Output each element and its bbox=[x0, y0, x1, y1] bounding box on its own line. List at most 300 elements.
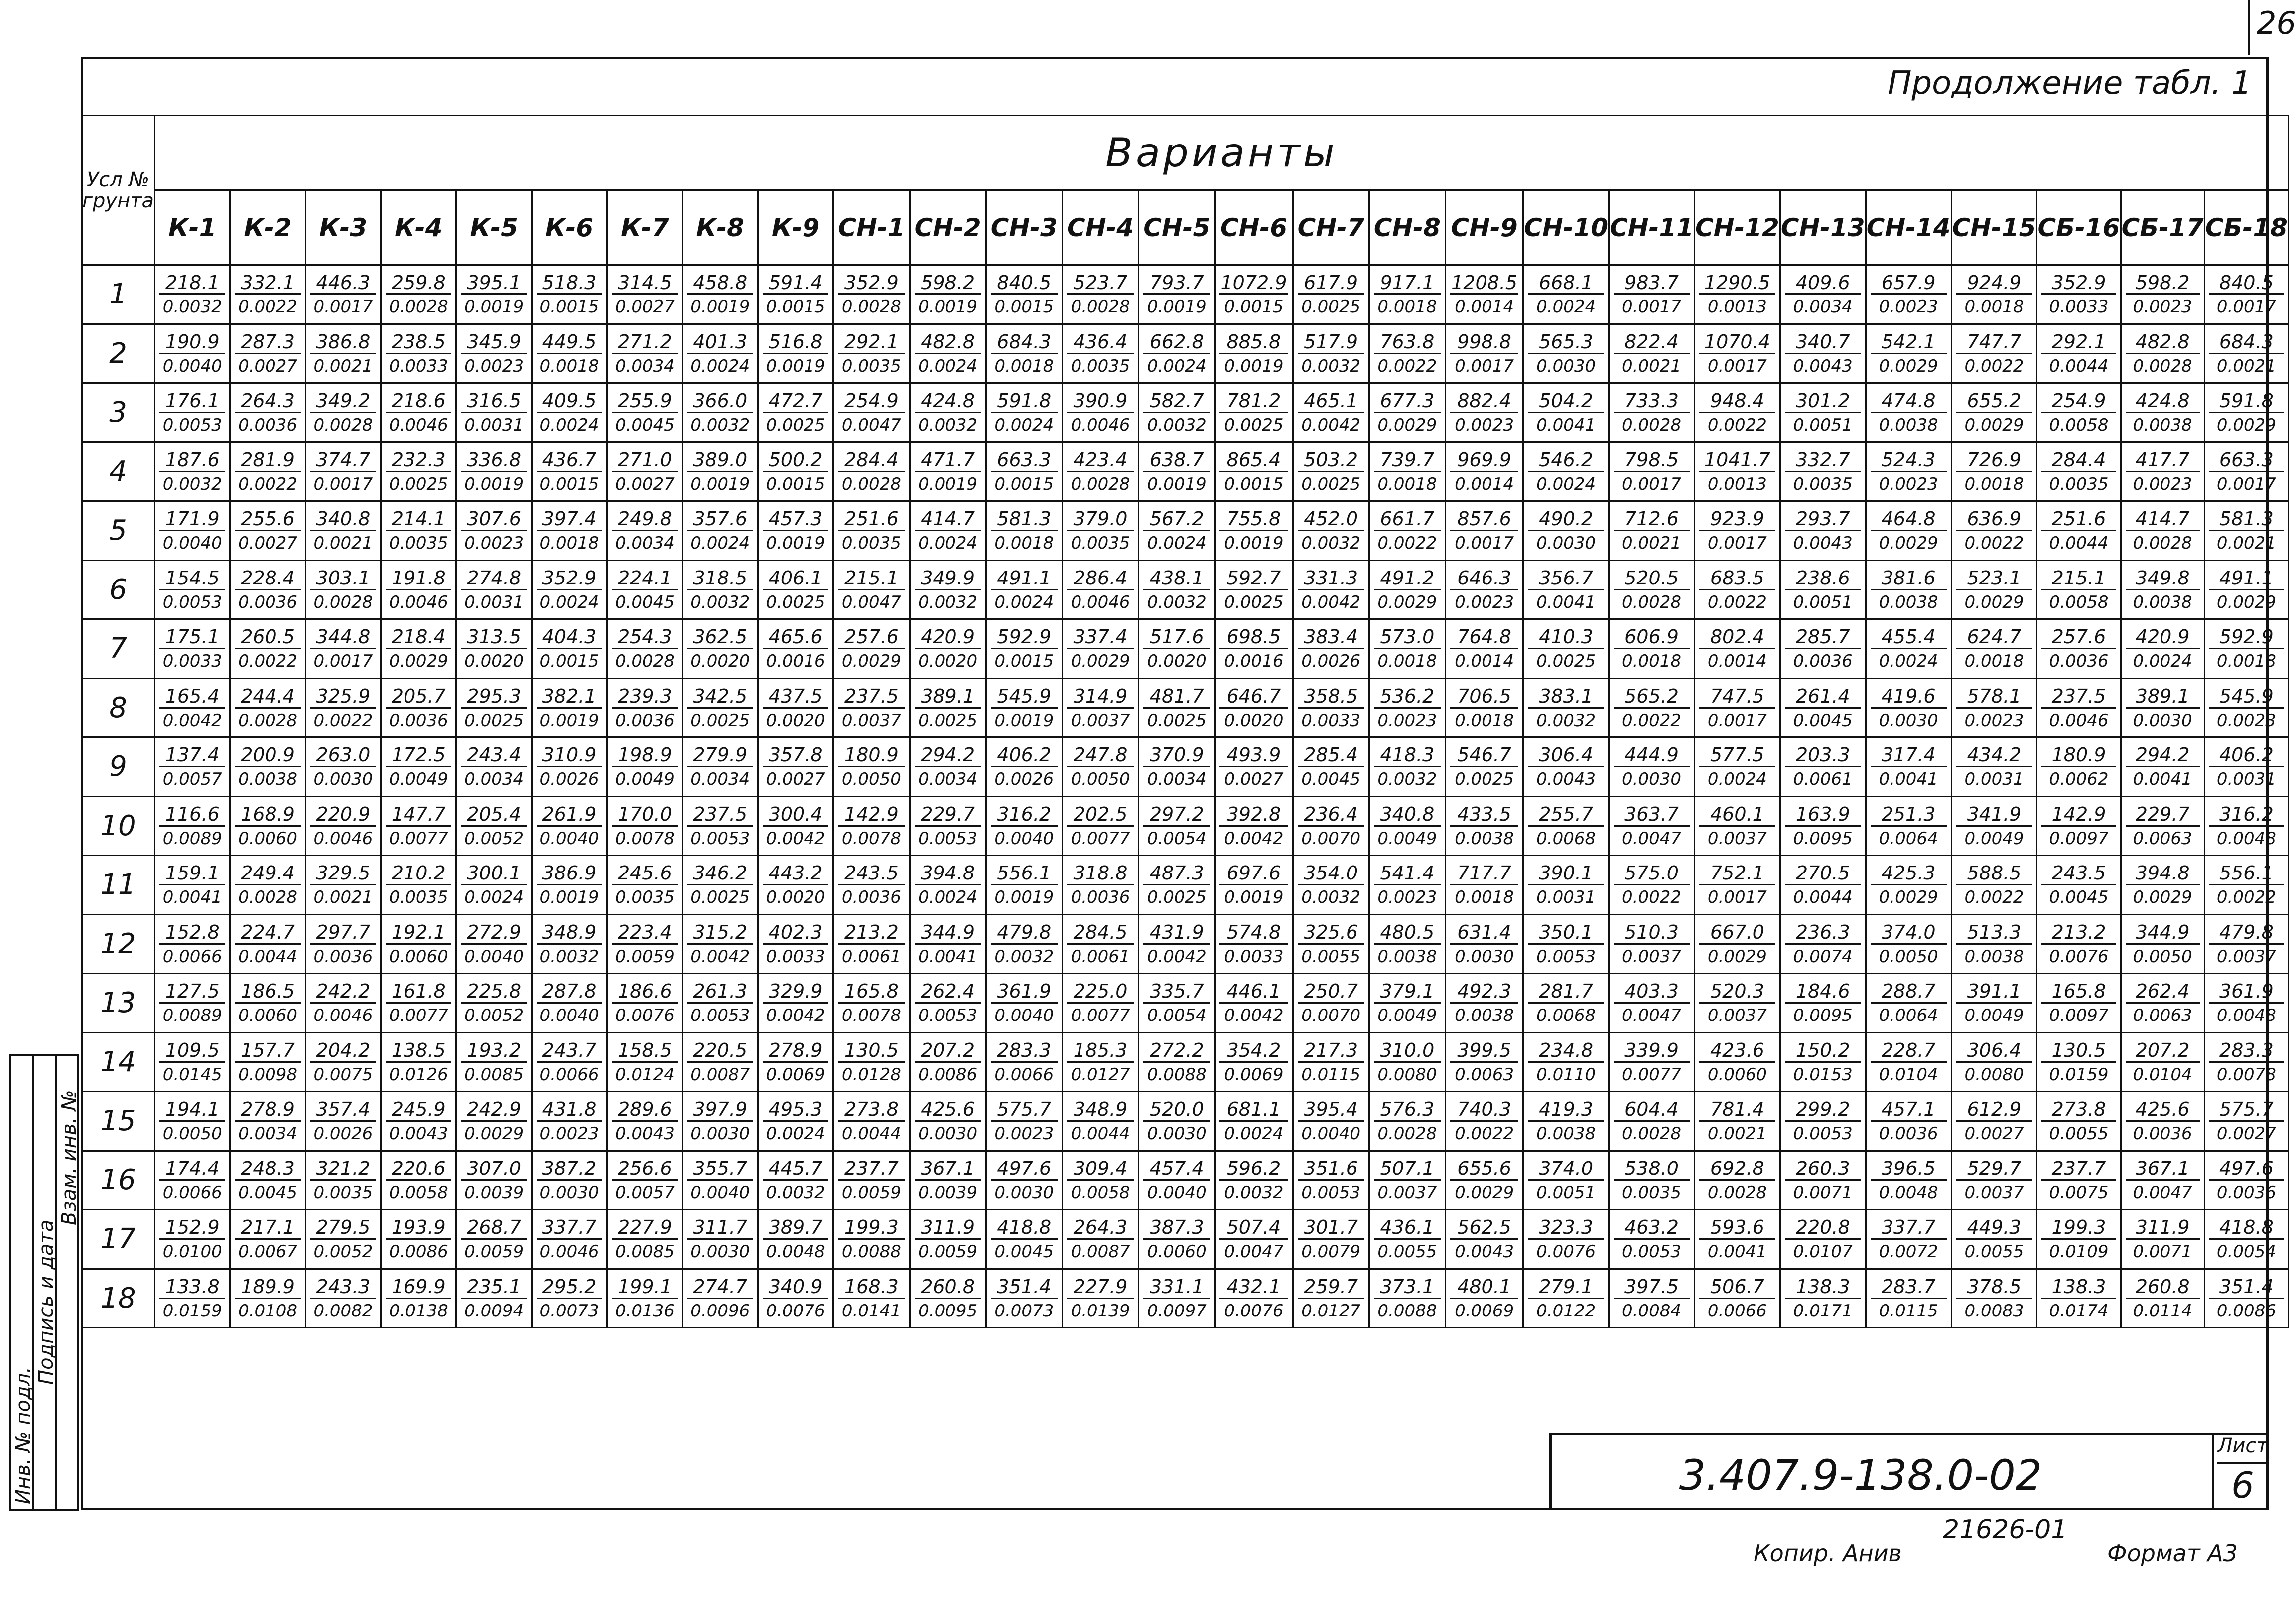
value-cell bbox=[986, 974, 1062, 1033]
value-bottom: 0.0046 bbox=[1071, 415, 1130, 436]
value-top: 518.3 bbox=[537, 272, 602, 295]
value-top: 463.2 bbox=[1614, 1216, 1690, 1240]
value-bottom: 0.0015 bbox=[994, 474, 1054, 494]
value-top: 292.1 bbox=[838, 331, 905, 354]
value-cell bbox=[2204, 501, 2288, 561]
value-cell bbox=[1609, 1151, 1695, 1210]
table-row bbox=[82, 1151, 2289, 1210]
value-cell bbox=[532, 619, 607, 679]
value-bottom: 0.0053 bbox=[690, 828, 750, 849]
value-cell bbox=[1694, 560, 1780, 619]
value-cell bbox=[758, 324, 833, 383]
value-top: 116.6 bbox=[159, 803, 225, 827]
value-top: 529.7 bbox=[1956, 1158, 2032, 1181]
value-cell bbox=[1523, 501, 1609, 561]
value-cell bbox=[456, 265, 532, 324]
soil-number: 10 bbox=[82, 796, 155, 856]
value-top: 425.6 bbox=[2126, 1098, 2200, 1122]
value-top: 655.6 bbox=[1450, 1158, 1518, 1181]
value-cell bbox=[381, 1210, 456, 1269]
value-cell bbox=[607, 1032, 682, 1092]
soil-number: 18 bbox=[82, 1269, 155, 1328]
value-cell bbox=[1866, 1210, 1951, 1269]
value-bottom: 0.0053 bbox=[918, 828, 978, 849]
value-top: 251.6 bbox=[838, 508, 905, 531]
value-cell bbox=[456, 560, 532, 619]
value-bottom: 0.0024 bbox=[994, 415, 1054, 436]
value-bottom: 0.0060 bbox=[238, 828, 298, 849]
value-top: 325.6 bbox=[1298, 921, 1364, 945]
value-cell bbox=[2037, 501, 2121, 561]
value-bottom: 0.0030 bbox=[690, 1124, 750, 1144]
value-top: 225.8 bbox=[461, 980, 527, 1004]
value-top: 596.2 bbox=[1219, 1158, 1288, 1181]
value-cell bbox=[1215, 1092, 1293, 1151]
value-bottom: 0.0043 bbox=[615, 1124, 675, 1144]
value-cell bbox=[758, 501, 833, 561]
value-cell bbox=[1293, 914, 1369, 974]
value-cell bbox=[1446, 442, 1523, 501]
value-top: 481.7 bbox=[1143, 685, 1210, 709]
value-bottom: 0.0114 bbox=[2133, 1301, 2192, 1321]
value-bottom: 0.0017 bbox=[313, 474, 373, 494]
value-bottom: 0.0032 bbox=[994, 946, 1054, 967]
value-top: 283.3 bbox=[2209, 1039, 2284, 1063]
value-cell bbox=[910, 383, 986, 442]
value-bottom: 0.0023 bbox=[1455, 592, 1514, 612]
value-cell bbox=[2037, 1210, 2121, 1269]
value-cell bbox=[1866, 1269, 1951, 1328]
value-cell bbox=[305, 1269, 381, 1328]
value-bottom: 0.0030 bbox=[1536, 356, 1596, 376]
value-top: 295.3 bbox=[461, 685, 527, 709]
value-top: 358.5 bbox=[1298, 685, 1364, 709]
value-top: 225.0 bbox=[1067, 980, 1134, 1004]
value-top: 268.7 bbox=[461, 1216, 527, 1240]
value-bottom: 0.0050 bbox=[162, 1124, 222, 1144]
value-top: 238.5 bbox=[386, 331, 451, 354]
value-cell bbox=[1215, 1210, 1293, 1269]
value-bottom: 0.0043 bbox=[1536, 769, 1596, 790]
value-bottom: 0.0045 bbox=[1301, 769, 1361, 790]
value-cell bbox=[456, 383, 532, 442]
value-cell bbox=[758, 796, 833, 856]
value-cell bbox=[682, 383, 758, 442]
value-bottom: 0.0032 bbox=[1301, 533, 1361, 554]
value-bottom: 0.0038 bbox=[238, 769, 298, 790]
value-bottom: 0.0059 bbox=[841, 1182, 901, 1203]
value-bottom: 0.0044 bbox=[238, 946, 298, 967]
value-cell bbox=[1446, 1092, 1523, 1151]
value-cell bbox=[833, 619, 910, 679]
value-top: 363.7 bbox=[1614, 803, 1690, 827]
value-top: 857.6 bbox=[1450, 508, 1518, 531]
value-bottom: 0.0037 bbox=[841, 710, 901, 730]
value-top: 418.3 bbox=[1374, 744, 1441, 767]
value-cell bbox=[1780, 796, 1866, 856]
continuation-label: Продолжение табл. 1 bbox=[1888, 65, 2252, 102]
value-cell bbox=[2121, 560, 2204, 619]
value-cell bbox=[305, 1151, 381, 1210]
value-cell bbox=[2121, 442, 2204, 501]
value-top: 436.7 bbox=[537, 449, 602, 472]
value-cell bbox=[230, 974, 305, 1033]
value-top: 227.9 bbox=[1067, 1276, 1134, 1299]
document-code: 3.407.9-138.0-02 bbox=[1679, 1451, 2042, 1500]
value-top: 802.4 bbox=[1699, 626, 1775, 649]
value-top: 520.0 bbox=[1143, 1098, 1210, 1122]
value-top: 255.6 bbox=[235, 508, 300, 531]
value-cell bbox=[456, 1032, 532, 1092]
value-top: 507.4 bbox=[1219, 1216, 1288, 1240]
value-top: 309.4 bbox=[1067, 1158, 1134, 1181]
value-bottom: 0.0022 bbox=[1707, 592, 1767, 612]
value-bottom: 0.0025 bbox=[1455, 769, 1514, 790]
value-bottom: 0.0076 bbox=[2049, 946, 2109, 967]
value-cell bbox=[155, 442, 230, 501]
value-bottom: 0.0027 bbox=[766, 769, 825, 790]
value-top: 374.0 bbox=[1528, 1158, 1604, 1181]
value-cell bbox=[910, 619, 986, 679]
value-top: 199.3 bbox=[2041, 1216, 2116, 1240]
value-bottom: 0.0062 bbox=[2049, 769, 2109, 790]
value-bottom: 0.0077 bbox=[389, 1006, 448, 1026]
value-cell bbox=[1694, 796, 1780, 856]
value-cell bbox=[1866, 796, 1951, 856]
value-bottom: 0.0068 bbox=[1536, 828, 1596, 849]
variant-header: К-4 bbox=[381, 190, 456, 265]
value-top: 331.1 bbox=[1143, 1276, 1210, 1299]
value-cell bbox=[1369, 1032, 1445, 1092]
value-top: 137.4 bbox=[159, 744, 225, 767]
value-top: 497.6 bbox=[991, 1158, 1058, 1181]
value-top: 424.8 bbox=[2126, 390, 2200, 413]
value-top: 295.2 bbox=[537, 1276, 602, 1299]
value-top: 425.3 bbox=[1871, 862, 1947, 885]
value-bottom: 0.0059 bbox=[464, 1242, 524, 1262]
value-top: 273.8 bbox=[2041, 1098, 2116, 1122]
value-top: 351.6 bbox=[1298, 1158, 1364, 1181]
value-top: 147.7 bbox=[386, 803, 451, 827]
value-cell bbox=[682, 1269, 758, 1328]
value-cell bbox=[1609, 796, 1695, 856]
value-cell bbox=[1951, 501, 2037, 561]
value-top: 202.5 bbox=[1067, 803, 1134, 827]
value-bottom: 0.0055 bbox=[1301, 946, 1361, 967]
value-cell bbox=[305, 383, 381, 442]
value-bottom: 0.0017 bbox=[1707, 533, 1767, 554]
value-bottom: 0.0032 bbox=[1301, 356, 1361, 376]
value-bottom: 0.0022 bbox=[2216, 887, 2276, 908]
value-bottom: 0.0047 bbox=[1622, 1006, 1681, 1026]
value-bottom: 0.0030 bbox=[994, 1182, 1054, 1203]
table-row bbox=[82, 796, 2289, 856]
value-top: 189.9 bbox=[235, 1276, 300, 1299]
value-top: 344.9 bbox=[915, 921, 981, 945]
value-top: 262.4 bbox=[2126, 980, 2200, 1004]
variant-header: К-5 bbox=[456, 190, 532, 265]
value-top: 340.7 bbox=[1785, 331, 1861, 354]
value-top: 418.8 bbox=[2209, 1216, 2284, 1240]
value-bottom: 0.0036 bbox=[1071, 887, 1130, 908]
value-top: 316.2 bbox=[991, 803, 1058, 827]
value-bottom: 0.0018 bbox=[540, 356, 599, 376]
value-cell bbox=[1609, 619, 1695, 679]
value-bottom: 0.0048 bbox=[1879, 1182, 1938, 1203]
sheet-divider bbox=[2212, 1433, 2214, 1510]
value-top: 924.9 bbox=[1956, 272, 2032, 295]
value-bottom: 0.0034 bbox=[615, 356, 675, 376]
value-top: 510.3 bbox=[1614, 921, 1690, 945]
value-bottom: 0.0033 bbox=[162, 651, 222, 672]
value-top: 449.3 bbox=[1956, 1216, 2032, 1240]
value-cell bbox=[532, 324, 607, 383]
value-cell bbox=[833, 1151, 910, 1210]
value-cell bbox=[1062, 856, 1138, 915]
value-cell bbox=[986, 1032, 1062, 1092]
value-cell bbox=[986, 678, 1062, 737]
value-cell bbox=[2121, 856, 2204, 915]
value-bottom: 0.0021 bbox=[313, 356, 373, 376]
value-cell bbox=[532, 1269, 607, 1328]
value-top: 332.7 bbox=[1785, 449, 1861, 472]
value-top: 524.3 bbox=[1871, 449, 1947, 472]
value-bottom: 0.0037 bbox=[1707, 828, 1767, 849]
value-cell bbox=[2121, 796, 2204, 856]
value-top: 480.1 bbox=[1450, 1276, 1518, 1299]
value-cell bbox=[1523, 265, 1609, 324]
value-bottom: 0.0051 bbox=[1536, 1182, 1596, 1203]
value-top: 383.4 bbox=[1298, 626, 1364, 649]
value-bottom: 0.0061 bbox=[841, 946, 901, 967]
value-top: 300.1 bbox=[461, 862, 527, 885]
value-bottom: 0.0038 bbox=[1879, 415, 1938, 436]
value-top: 273.8 bbox=[838, 1098, 905, 1122]
value-cell bbox=[1215, 619, 1293, 679]
value-top: 387.3 bbox=[1143, 1216, 1210, 1240]
value-top: 446.1 bbox=[1219, 980, 1288, 1004]
value-bottom: 0.0018 bbox=[994, 533, 1054, 554]
value-cell bbox=[1139, 560, 1215, 619]
soil-number: 11 bbox=[82, 856, 155, 915]
value-top: 504.2 bbox=[1528, 390, 1604, 413]
value-bottom: 0.0023 bbox=[540, 1124, 599, 1144]
value-top: 423.6 bbox=[1699, 1039, 1775, 1063]
value-bottom: 0.0064 bbox=[1879, 828, 1938, 849]
value-cell bbox=[1523, 1210, 1609, 1269]
value-bottom: 0.0034 bbox=[918, 769, 978, 790]
value-cell bbox=[1951, 442, 2037, 501]
value-top: 213.2 bbox=[838, 921, 905, 945]
value-bottom: 0.0017 bbox=[1455, 356, 1514, 376]
value-cell bbox=[230, 856, 305, 915]
value-bottom: 0.0029 bbox=[1071, 651, 1130, 672]
value-top: 471.7 bbox=[915, 449, 981, 472]
value-top: 379.0 bbox=[1067, 508, 1134, 531]
value-bottom: 0.0030 bbox=[1879, 710, 1938, 730]
value-bottom: 0.0059 bbox=[918, 1242, 978, 1262]
value-bottom: 0.0040 bbox=[464, 946, 524, 967]
soil-number: 17 bbox=[82, 1210, 155, 1269]
value-bottom: 0.0034 bbox=[615, 533, 675, 554]
value-bottom: 0.0028 bbox=[615, 651, 675, 672]
value-bottom: 0.0126 bbox=[389, 1064, 448, 1085]
value-bottom: 0.0108 bbox=[238, 1301, 298, 1321]
value-cell bbox=[230, 619, 305, 679]
value-bottom: 0.0036 bbox=[615, 710, 675, 730]
value-cell bbox=[2121, 974, 2204, 1033]
value-bottom: 0.0044 bbox=[841, 1124, 901, 1144]
value-bottom: 0.0029 bbox=[1879, 356, 1938, 376]
value-cell bbox=[1446, 1151, 1523, 1210]
value-bottom: 0.0034 bbox=[238, 1124, 298, 1144]
value-bottom: 0.0048 bbox=[2216, 828, 2276, 849]
value-cell bbox=[1523, 1269, 1609, 1328]
value-top: 409.5 bbox=[537, 390, 602, 413]
value-top: 576.3 bbox=[1374, 1098, 1441, 1122]
value-top: 617.9 bbox=[1298, 272, 1364, 295]
value-bottom: 0.0032 bbox=[690, 415, 750, 436]
value-top: 138.3 bbox=[1785, 1276, 1861, 1299]
value-bottom: 0.0078 bbox=[841, 1006, 901, 1026]
value-cell bbox=[1866, 501, 1951, 561]
value-top: 215.1 bbox=[838, 567, 905, 590]
value-top: 239.3 bbox=[612, 685, 677, 709]
value-cell bbox=[1780, 383, 1866, 442]
value-cell bbox=[532, 974, 607, 1033]
value-cell bbox=[305, 1210, 381, 1269]
value-bottom: 0.0023 bbox=[464, 356, 524, 376]
value-top: 130.5 bbox=[2041, 1039, 2116, 1063]
value-top: 205.7 bbox=[386, 685, 451, 709]
value-bottom: 0.0024 bbox=[690, 533, 750, 554]
value-top: 389.1 bbox=[2126, 685, 2200, 709]
value-cell bbox=[833, 442, 910, 501]
value-bottom: 0.0036 bbox=[2049, 651, 2109, 672]
value-cell bbox=[2204, 796, 2288, 856]
value-top: 684.3 bbox=[991, 331, 1058, 354]
value-cell bbox=[1369, 383, 1445, 442]
value-top: 171.9 bbox=[159, 508, 225, 531]
value-bottom: 0.0032 bbox=[1147, 592, 1207, 612]
value-cell bbox=[230, 265, 305, 324]
value-top: 325.9 bbox=[310, 685, 376, 709]
value-top: 285.4 bbox=[1298, 744, 1364, 767]
value-bottom: 0.0019 bbox=[918, 474, 978, 494]
value-top: 281.7 bbox=[1528, 980, 1604, 1004]
value-cell bbox=[1523, 1151, 1609, 1210]
value-bottom: 0.0066 bbox=[162, 1182, 222, 1203]
value-cell bbox=[305, 442, 381, 501]
value-top: 392.8 bbox=[1219, 803, 1288, 827]
value-bottom: 0.0015 bbox=[1224, 297, 1284, 317]
value-cell bbox=[2121, 737, 2204, 797]
value-top: 446.3 bbox=[310, 272, 376, 295]
value-bottom: 0.0023 bbox=[2216, 710, 2276, 730]
value-cell bbox=[833, 678, 910, 737]
value-bottom: 0.0029 bbox=[2216, 415, 2276, 436]
value-bottom: 0.0053 bbox=[918, 1006, 978, 1026]
value-bottom: 0.0087 bbox=[1071, 1242, 1130, 1262]
value-bottom: 0.0035 bbox=[1793, 474, 1853, 494]
value-top: 684.3 bbox=[2209, 331, 2284, 354]
value-bottom: 0.0028 bbox=[389, 297, 448, 317]
value-cell bbox=[1139, 619, 1215, 679]
value-bottom: 0.0037 bbox=[1622, 946, 1681, 967]
value-top: 390.9 bbox=[1067, 390, 1134, 413]
value-cell bbox=[1369, 856, 1445, 915]
value-cell bbox=[2037, 1092, 2121, 1151]
value-top: 436.1 bbox=[1374, 1216, 1441, 1240]
value-cell bbox=[1062, 974, 1138, 1033]
inventory-number: 21626-01 bbox=[1943, 1515, 2068, 1545]
value-top: 402.3 bbox=[763, 921, 828, 945]
value-bottom: 0.0053 bbox=[1793, 1124, 1853, 1144]
value-bottom: 0.0020 bbox=[1147, 651, 1207, 672]
value-bottom: 0.0095 bbox=[1793, 828, 1853, 849]
value-top: 513.3 bbox=[1956, 921, 2032, 945]
value-top: 706.5 bbox=[1450, 685, 1518, 709]
value-cell bbox=[456, 1092, 532, 1151]
value-top: 419.3 bbox=[1528, 1098, 1604, 1122]
value-cell bbox=[833, 737, 910, 797]
value-bottom: 0.0035 bbox=[389, 887, 448, 908]
value-cell bbox=[2121, 1092, 2204, 1151]
value-top: 541.4 bbox=[1374, 862, 1441, 885]
value-top: 677.3 bbox=[1374, 390, 1441, 413]
value-bottom: 0.0023 bbox=[1377, 710, 1437, 730]
value-top: 152.8 bbox=[159, 921, 225, 945]
value-top: 663.3 bbox=[991, 449, 1058, 472]
value-top: 264.3 bbox=[235, 390, 300, 413]
value-cell bbox=[758, 383, 833, 442]
value-bottom: 0.0050 bbox=[1879, 946, 1938, 967]
variant-header: СН-12 bbox=[1694, 190, 1780, 265]
value-top: 349.2 bbox=[310, 390, 376, 413]
value-top: 391.1 bbox=[1956, 980, 2032, 1004]
value-bottom: 0.0027 bbox=[238, 356, 298, 376]
value-top: 1208.5 bbox=[1450, 272, 1518, 295]
value-top: 329.9 bbox=[763, 980, 828, 1004]
value-bottom: 0.0033 bbox=[389, 356, 448, 376]
value-bottom: 0.0089 bbox=[162, 828, 222, 849]
value-bottom: 0.0034 bbox=[1793, 297, 1853, 317]
value-bottom: 0.0049 bbox=[1964, 1006, 2024, 1026]
value-top: 752.1 bbox=[1699, 862, 1775, 885]
value-bottom: 0.0078 bbox=[2216, 1064, 2276, 1085]
title-row bbox=[82, 116, 2289, 190]
value-top: 581.3 bbox=[991, 508, 1058, 531]
value-cell bbox=[155, 1032, 230, 1092]
value-bottom: 0.0063 bbox=[2133, 828, 2192, 849]
value-bottom: 0.0025 bbox=[1301, 297, 1361, 317]
value-bottom: 0.0036 bbox=[1879, 1124, 1938, 1144]
value-cell bbox=[1369, 619, 1445, 679]
value-bottom: 0.0048 bbox=[2216, 1006, 2276, 1026]
value-bottom: 0.0019 bbox=[1147, 474, 1207, 494]
value-cell bbox=[758, 678, 833, 737]
value-cell bbox=[1369, 1092, 1445, 1151]
variant-header: СБ-16 bbox=[2037, 190, 2121, 265]
value-cell bbox=[833, 324, 910, 383]
value-top: 244.4 bbox=[235, 685, 300, 709]
value-cell bbox=[682, 501, 758, 561]
value-bottom: 0.0049 bbox=[389, 769, 448, 790]
value-bottom: 0.0036 bbox=[238, 592, 298, 612]
value-top: 213.2 bbox=[2041, 921, 2116, 945]
value-bottom: 0.0021 bbox=[2216, 533, 2276, 554]
value-bottom: 0.0061 bbox=[1793, 769, 1853, 790]
